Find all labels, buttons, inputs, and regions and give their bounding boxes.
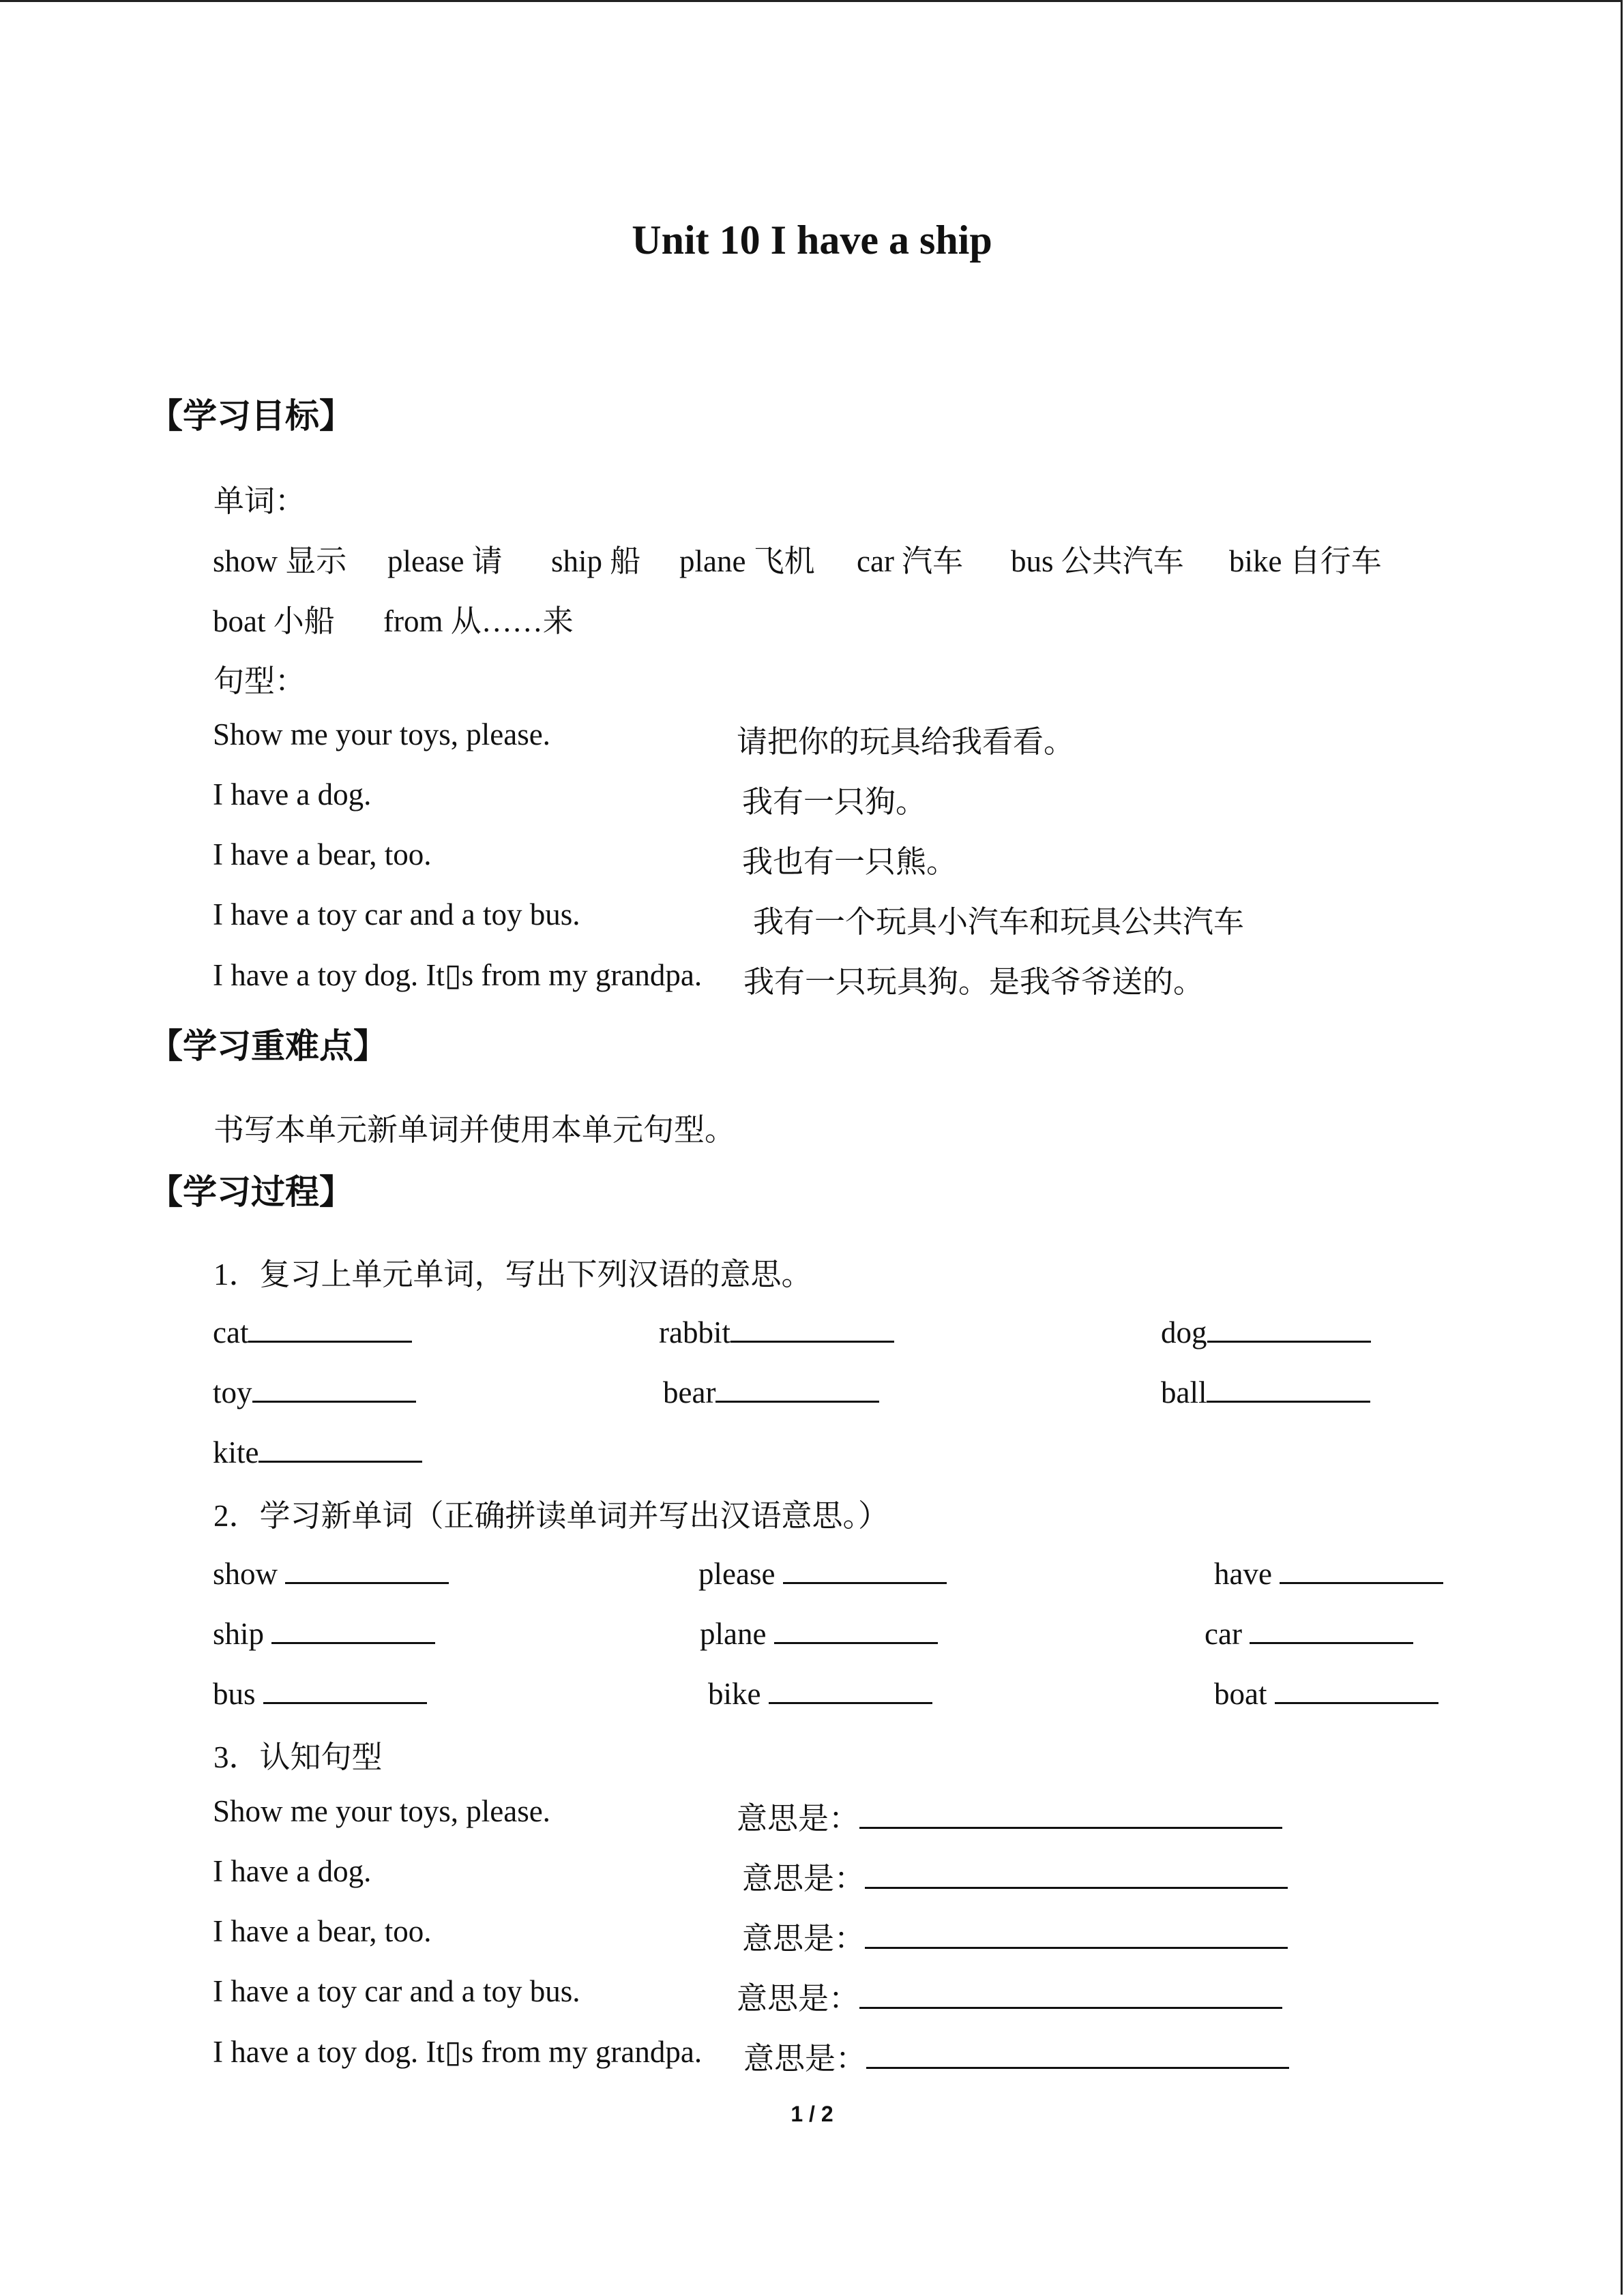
new-word: plane: [700, 1617, 767, 1651]
answer-blank[interactable]: [859, 1980, 1282, 2009]
page-number: 1 / 2: [791, 2102, 833, 2126]
pattern-zh: 我有一个玩具小汽车和玩具公共汽车: [753, 905, 1245, 939]
section-heading-key-points: 【学习重难点】: [149, 1026, 387, 1066]
review-word: rabbit: [659, 1315, 730, 1350]
sentence-en: I have a bear, too.: [213, 1914, 432, 1948]
answer-blank[interactable]: [865, 1860, 1288, 1889]
vocab-item: bus 公共汽车: [1011, 544, 1184, 578]
review-word: dog: [1161, 1315, 1207, 1350]
vocab-item: from 从……来: [383, 604, 574, 638]
review-word: ball: [1161, 1375, 1207, 1410]
answer-blank[interactable]: [259, 1433, 422, 1463]
new-word: ship: [213, 1617, 265, 1651]
vocab-item: please 请: [387, 544, 503, 578]
answer-blank[interactable]: [730, 1313, 894, 1343]
step3-title: 3．认知句型: [213, 1740, 383, 1774]
pattern-zh: 我有一只玩具狗。是我爷爷送的。: [743, 965, 1205, 999]
vocab-item: car 汽车: [857, 544, 964, 578]
answer-blank[interactable]: [859, 1800, 1282, 1829]
page-title: Unit 10 I have a ship: [632, 218, 992, 263]
new-word: have: [1214, 1557, 1272, 1591]
answer-blank[interactable]: [1275, 1675, 1438, 1704]
review-word-row: [213, 1313, 412, 1350]
vocab-item: bike 自行车: [1229, 544, 1382, 578]
review-word: bear: [663, 1375, 716, 1410]
pattern-en: I have a dog.: [213, 777, 372, 811]
vocab-item: boat 小船: [213, 604, 335, 638]
key-points-text: 书写本单元新单词并使用本单元句型。: [213, 1113, 736, 1147]
vocab-label: 单词：: [213, 484, 306, 518]
new-word: please: [698, 1557, 776, 1591]
meaning-label: 意思是：: [742, 1862, 866, 1896]
pattern-en: I have a bear, too.: [213, 837, 432, 871]
sentence-en: I have a toy dog. It▯s from my grandpa.: [213, 2035, 703, 2069]
review-word-row: [1161, 1313, 1371, 1350]
meaning-row: [742, 1913, 1288, 1958]
vocab-item: ship 船: [551, 544, 641, 578]
review-word-row: [213, 1433, 422, 1470]
answer-blank[interactable]: [263, 1675, 427, 1704]
answer-blank[interactable]: [774, 1615, 938, 1644]
new-word-row: [1214, 1555, 1443, 1592]
answer-blank[interactable]: [285, 1555, 449, 1584]
meaning-row: [742, 1853, 1288, 1898]
vocab-item: show 显示: [213, 544, 347, 578]
answer-blank[interactable]: [1280, 1555, 1443, 1584]
answer-blank[interactable]: [252, 1373, 416, 1403]
meaning-row: [737, 1793, 1282, 1838]
review-word-row: [213, 1373, 416, 1410]
answer-blank[interactable]: [769, 1675, 932, 1704]
step1-title: 1．复习上单元单词，写出下列汉语的意思。: [213, 1257, 812, 1292]
new-word: car: [1205, 1617, 1242, 1651]
new-word: bike: [708, 1677, 761, 1711]
answer-blank[interactable]: [1250, 1615, 1413, 1644]
vocab-item: plane 飞机: [679, 544, 815, 578]
review-word: cat: [213, 1315, 249, 1350]
new-word-row: [213, 1675, 427, 1712]
patterns-label: 句型：: [213, 664, 306, 698]
sentence-en: Show me your toys, please.: [213, 1794, 550, 1828]
meaning-label: 意思是：: [737, 1982, 860, 2016]
answer-blank[interactable]: [866, 2040, 1289, 2069]
section-heading-objectives: 【学习目标】: [149, 396, 353, 436]
answer-blank[interactable]: [1207, 1373, 1370, 1403]
new-word: show: [213, 1557, 278, 1591]
review-word-row: [659, 1313, 894, 1350]
new-word-row: [698, 1555, 947, 1592]
meaning-label: 意思是：: [742, 1922, 866, 1956]
answer-blank[interactable]: [1207, 1313, 1371, 1343]
new-word: bus: [213, 1677, 256, 1711]
pattern-en: Show me your toys, please.: [213, 717, 550, 751]
new-word-row: [1214, 1675, 1438, 1712]
meaning-label: 意思是：: [737, 1802, 860, 1836]
review-word: kite: [213, 1435, 259, 1470]
new-word-row: [708, 1675, 932, 1712]
review-word-row: [1161, 1373, 1370, 1410]
answer-blank[interactable]: [271, 1615, 435, 1644]
pattern-zh: 我有一只狗。: [742, 785, 927, 819]
answer-blank[interactable]: [783, 1555, 947, 1584]
sentence-en: I have a dog.: [213, 1854, 372, 1888]
answer-blank[interactable]: [248, 1313, 412, 1343]
answer-blank[interactable]: [865, 1920, 1288, 1949]
pattern-en: I have a toy dog. It▯s from my grandpa.: [213, 958, 703, 992]
review-word: toy: [213, 1375, 252, 1410]
answer-blank[interactable]: [715, 1373, 879, 1403]
new-word-row: [213, 1555, 449, 1592]
meaning-row: [743, 2033, 1289, 2078]
step2-title: 2．学习新单词（正确拼读单词并写出汉语意思。）: [213, 1499, 889, 1533]
sentence-en: I have a toy car and a toy bus.: [213, 1974, 580, 2008]
meaning-row: [737, 1973, 1282, 2018]
pattern-zh: 我也有一只熊。: [742, 845, 958, 879]
new-word-row: [700, 1615, 938, 1652]
new-word: boat: [1214, 1677, 1267, 1711]
pattern-en: I have a toy car and a toy bus.: [213, 897, 580, 931]
review-word-row: [663, 1373, 879, 1410]
pattern-zh: 请把你的玩具给我看看。: [737, 725, 1075, 759]
meaning-label: 意思是：: [743, 2042, 867, 2076]
new-word-row: [213, 1615, 435, 1652]
new-word-row: [1205, 1615, 1413, 1652]
section-heading-process: 【学习过程】: [149, 1172, 353, 1212]
